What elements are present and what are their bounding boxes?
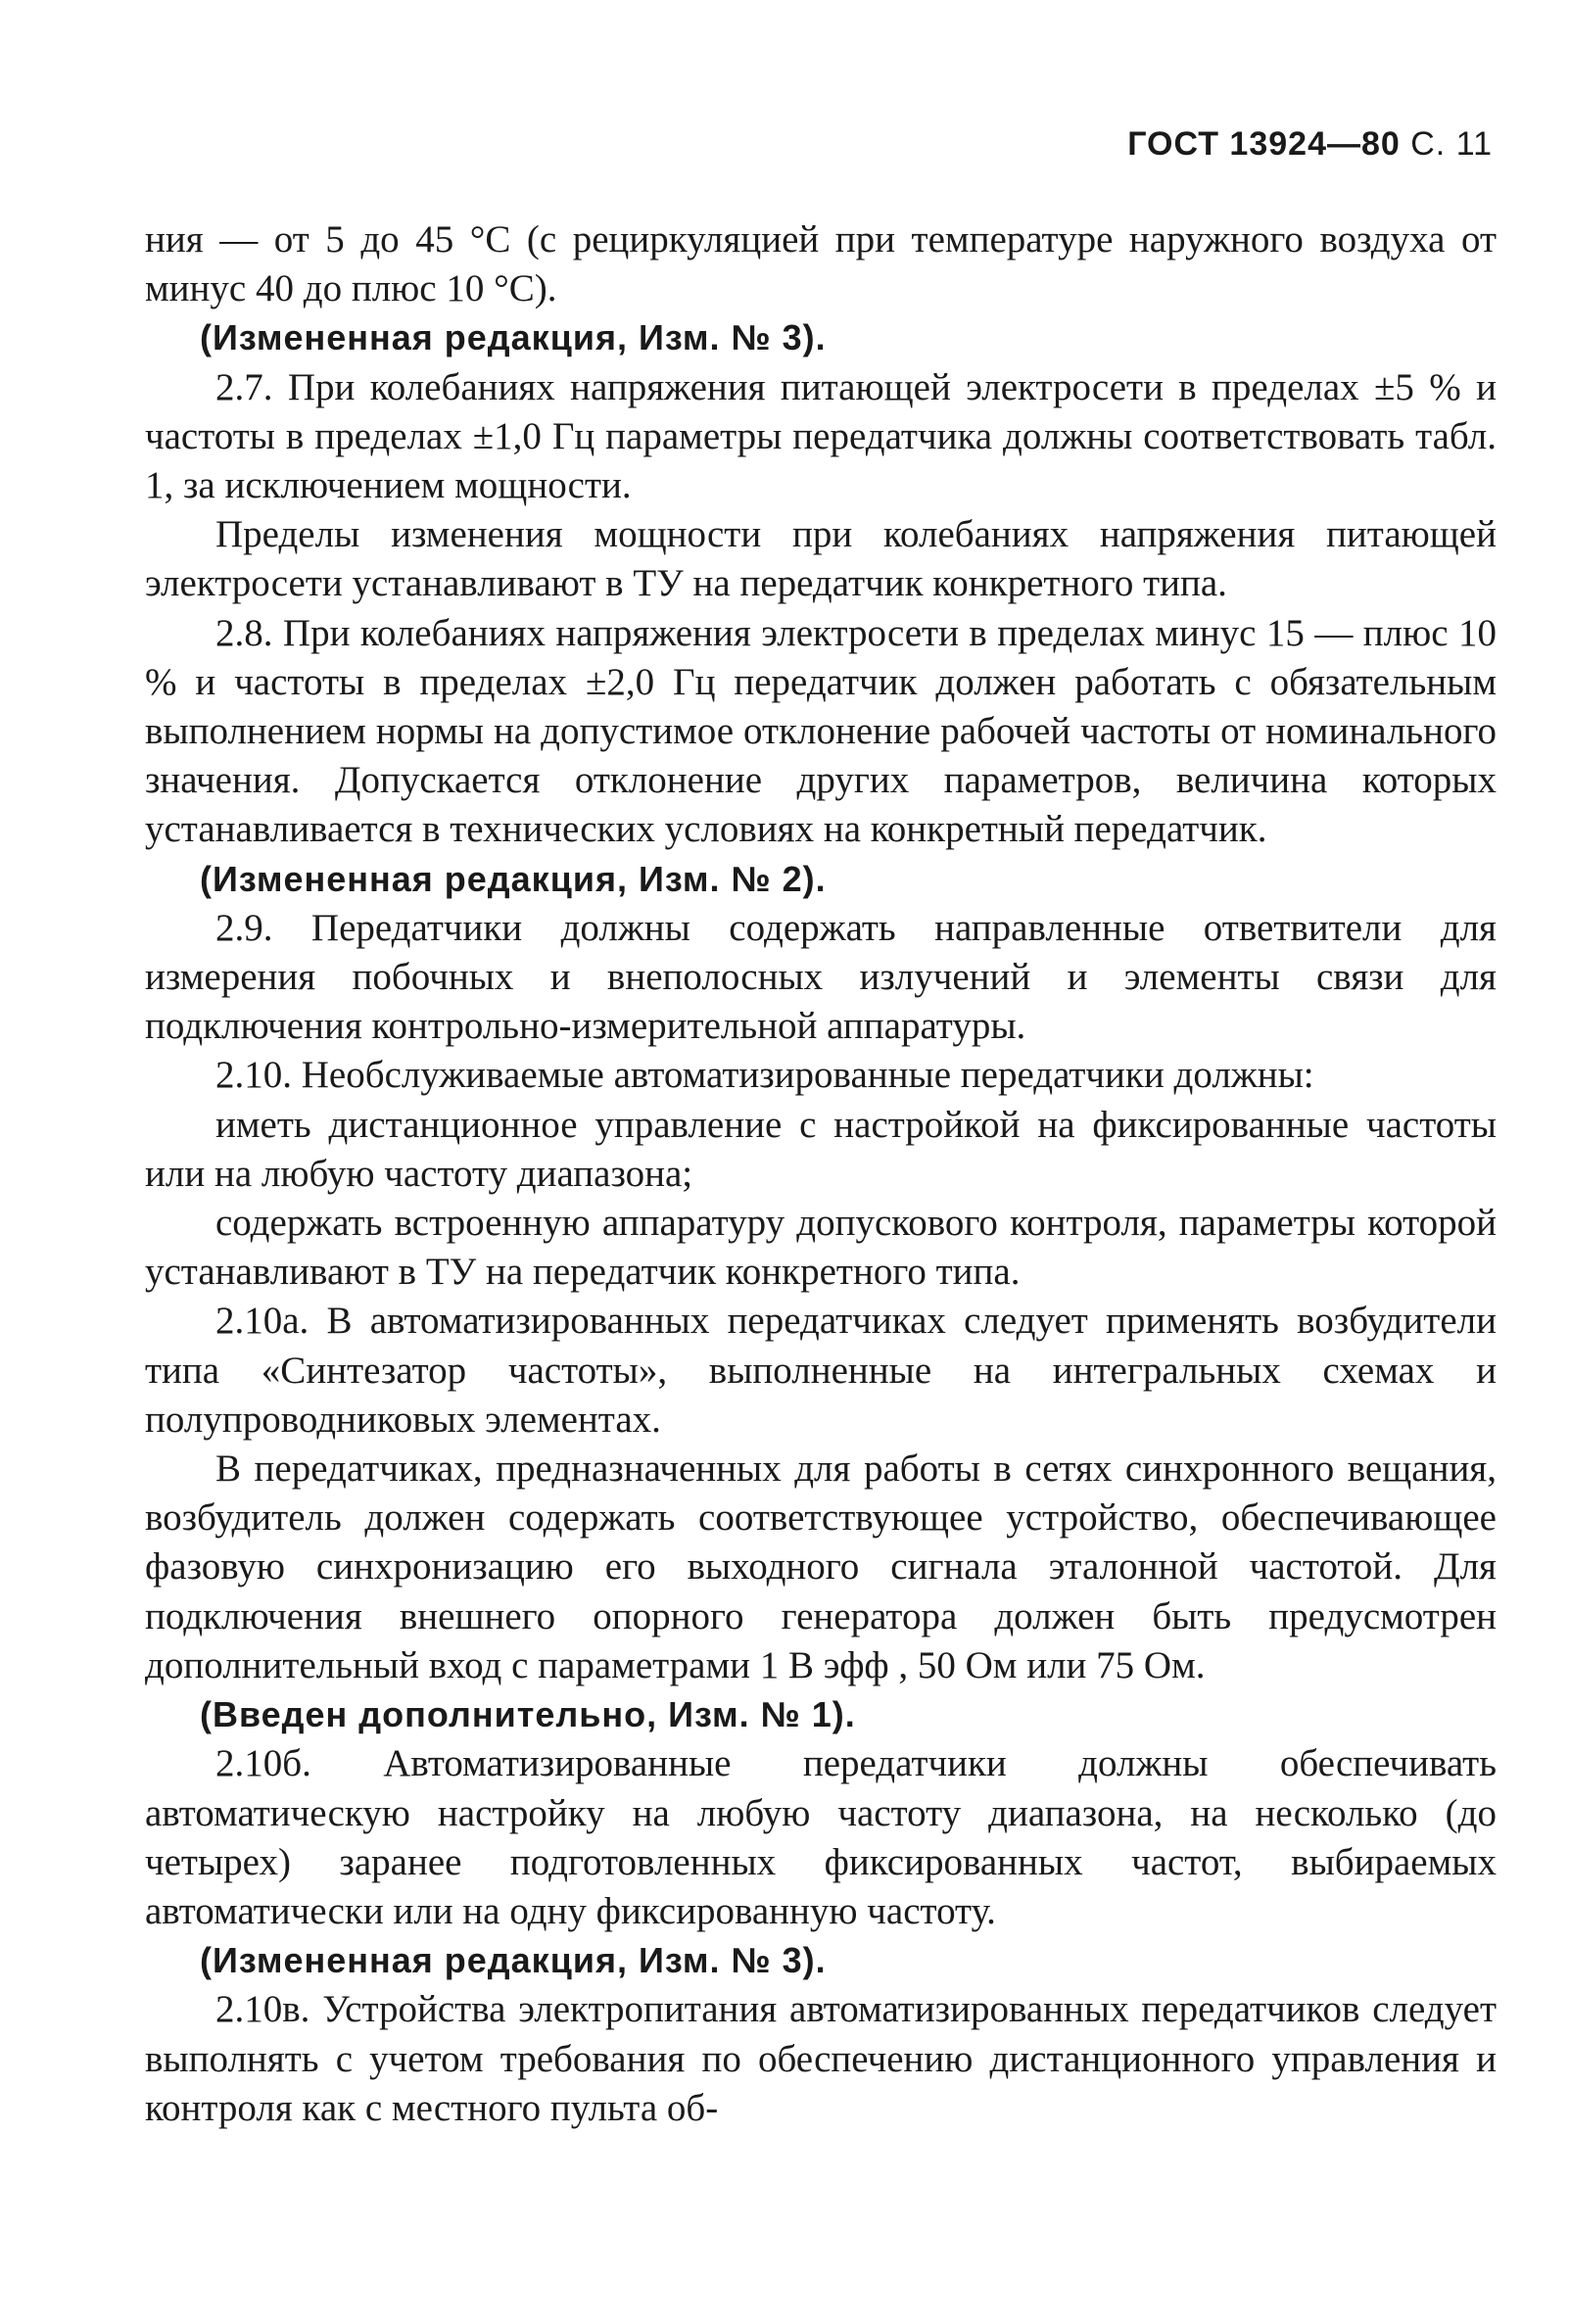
page-number: С. 11 [1410, 125, 1493, 163]
document-body [145, 215, 1497, 2133]
clause-2-10-item-remote-control: иметь дистанционное управление с настройкой на фиксированные частоты или на любую частоту диапазона; [145, 1103, 1497, 1195]
clause-2-7-power-limits: Пределы изменения мощности при колебаниях напряжения питающей электросети устанавливают в ТУ на передатчик конкретного типа. [145, 513, 1497, 605]
clause-2-7: 2.7. При колебаниях напряжения питающей электросети в пределах ±5 % и частоты в пределах ±1,0 Гц параметры передатчика должны соответствовать табл. 1, за исключением мощности. [145, 365, 1497, 507]
clause-2-10: 2.10. Необслуживаемые автоматизированные передатчики должны: [215, 1054, 1314, 1097]
clause-2-9: 2.9. Передатчики должны содержать направленные ответвители для измерения побочных и внеполосных излучений и элементы связи для подключения контрольно-измерительной аппаратуры. [145, 906, 1497, 1048]
clause-2-10b: 2.10б. Автоматизированные передатчики должны обеспечивать автоматическую настройку на любую частоту диапазона, на несколько (до четырех) заранее подготовленных фиксированных частот, выбираемых автоматически или на одну фиксированную частоту. [145, 1742, 1497, 1932]
document-number: ГОСТ 13924—80 [1127, 125, 1401, 163]
clause-2-10a: 2.10а. В автоматизированных передатчиках следует применять возбудители типа «Синтезатор частоты», выполненные на интегральных схемах и полупроводниковых элементах. [145, 1300, 1497, 1441]
clause-2-10-item-builtin-control: содержать встроенную аппаратуру допускового контроля, параметры которой устанавливают в ТУ на передатчик конкретного типа. [145, 1202, 1497, 1294]
clause-2-8: 2.8. При колебаниях напряжения электросети в пределах минус 15 — плюс 10 % и частоты в пределах ±2,0 Гц передатчик должен работать с обязательным выполнением нормы на допустимое отклонение рабочей частоты от номинального значения. Допускается отклонение других параметров, величина которых устанавливается в технических условиях на конкретный передатчик. [145, 611, 1497, 851]
amendment-note: (Измененная редакция, Изм. № 3). [200, 317, 827, 358]
paragraph-continuation: ния — от 5 до 45 °С (с рециркуляцией при температуре наружного воздуха от минус 40 до плюс 10 °С). [145, 218, 1497, 310]
amendment-note: (Измененная редакция, Изм. № 3). [200, 1940, 827, 1981]
clause-2-10a-sync: В передатчиках, предназначенных для работы в сетях синхронного вещания, возбудитель должен содержать соответствующее устройство, обеспечивающее фазовую синхронизацию его выходного сигнала эталонной частотой. Для подключения внешнего опорного генератора должен быть предусмотрен дополнительный вход с параметрами 1 В эфф , 50 Ом или 75 Ом. [145, 1447, 1497, 1686]
clause-2-10v: 2.10в. Устройства электропитания автоматизированных передатчиков следует выполнять с учетом требования по обеспечению дистанционного управления и контроля как с местного пульта об- [145, 1988, 1497, 2129]
amendment-note: (Измененная редакция, Изм. № 2). [200, 858, 827, 899]
page-header [1127, 125, 1493, 164]
amendment-note: (Введен дополнительно, Изм. № 1). [200, 1694, 856, 1735]
